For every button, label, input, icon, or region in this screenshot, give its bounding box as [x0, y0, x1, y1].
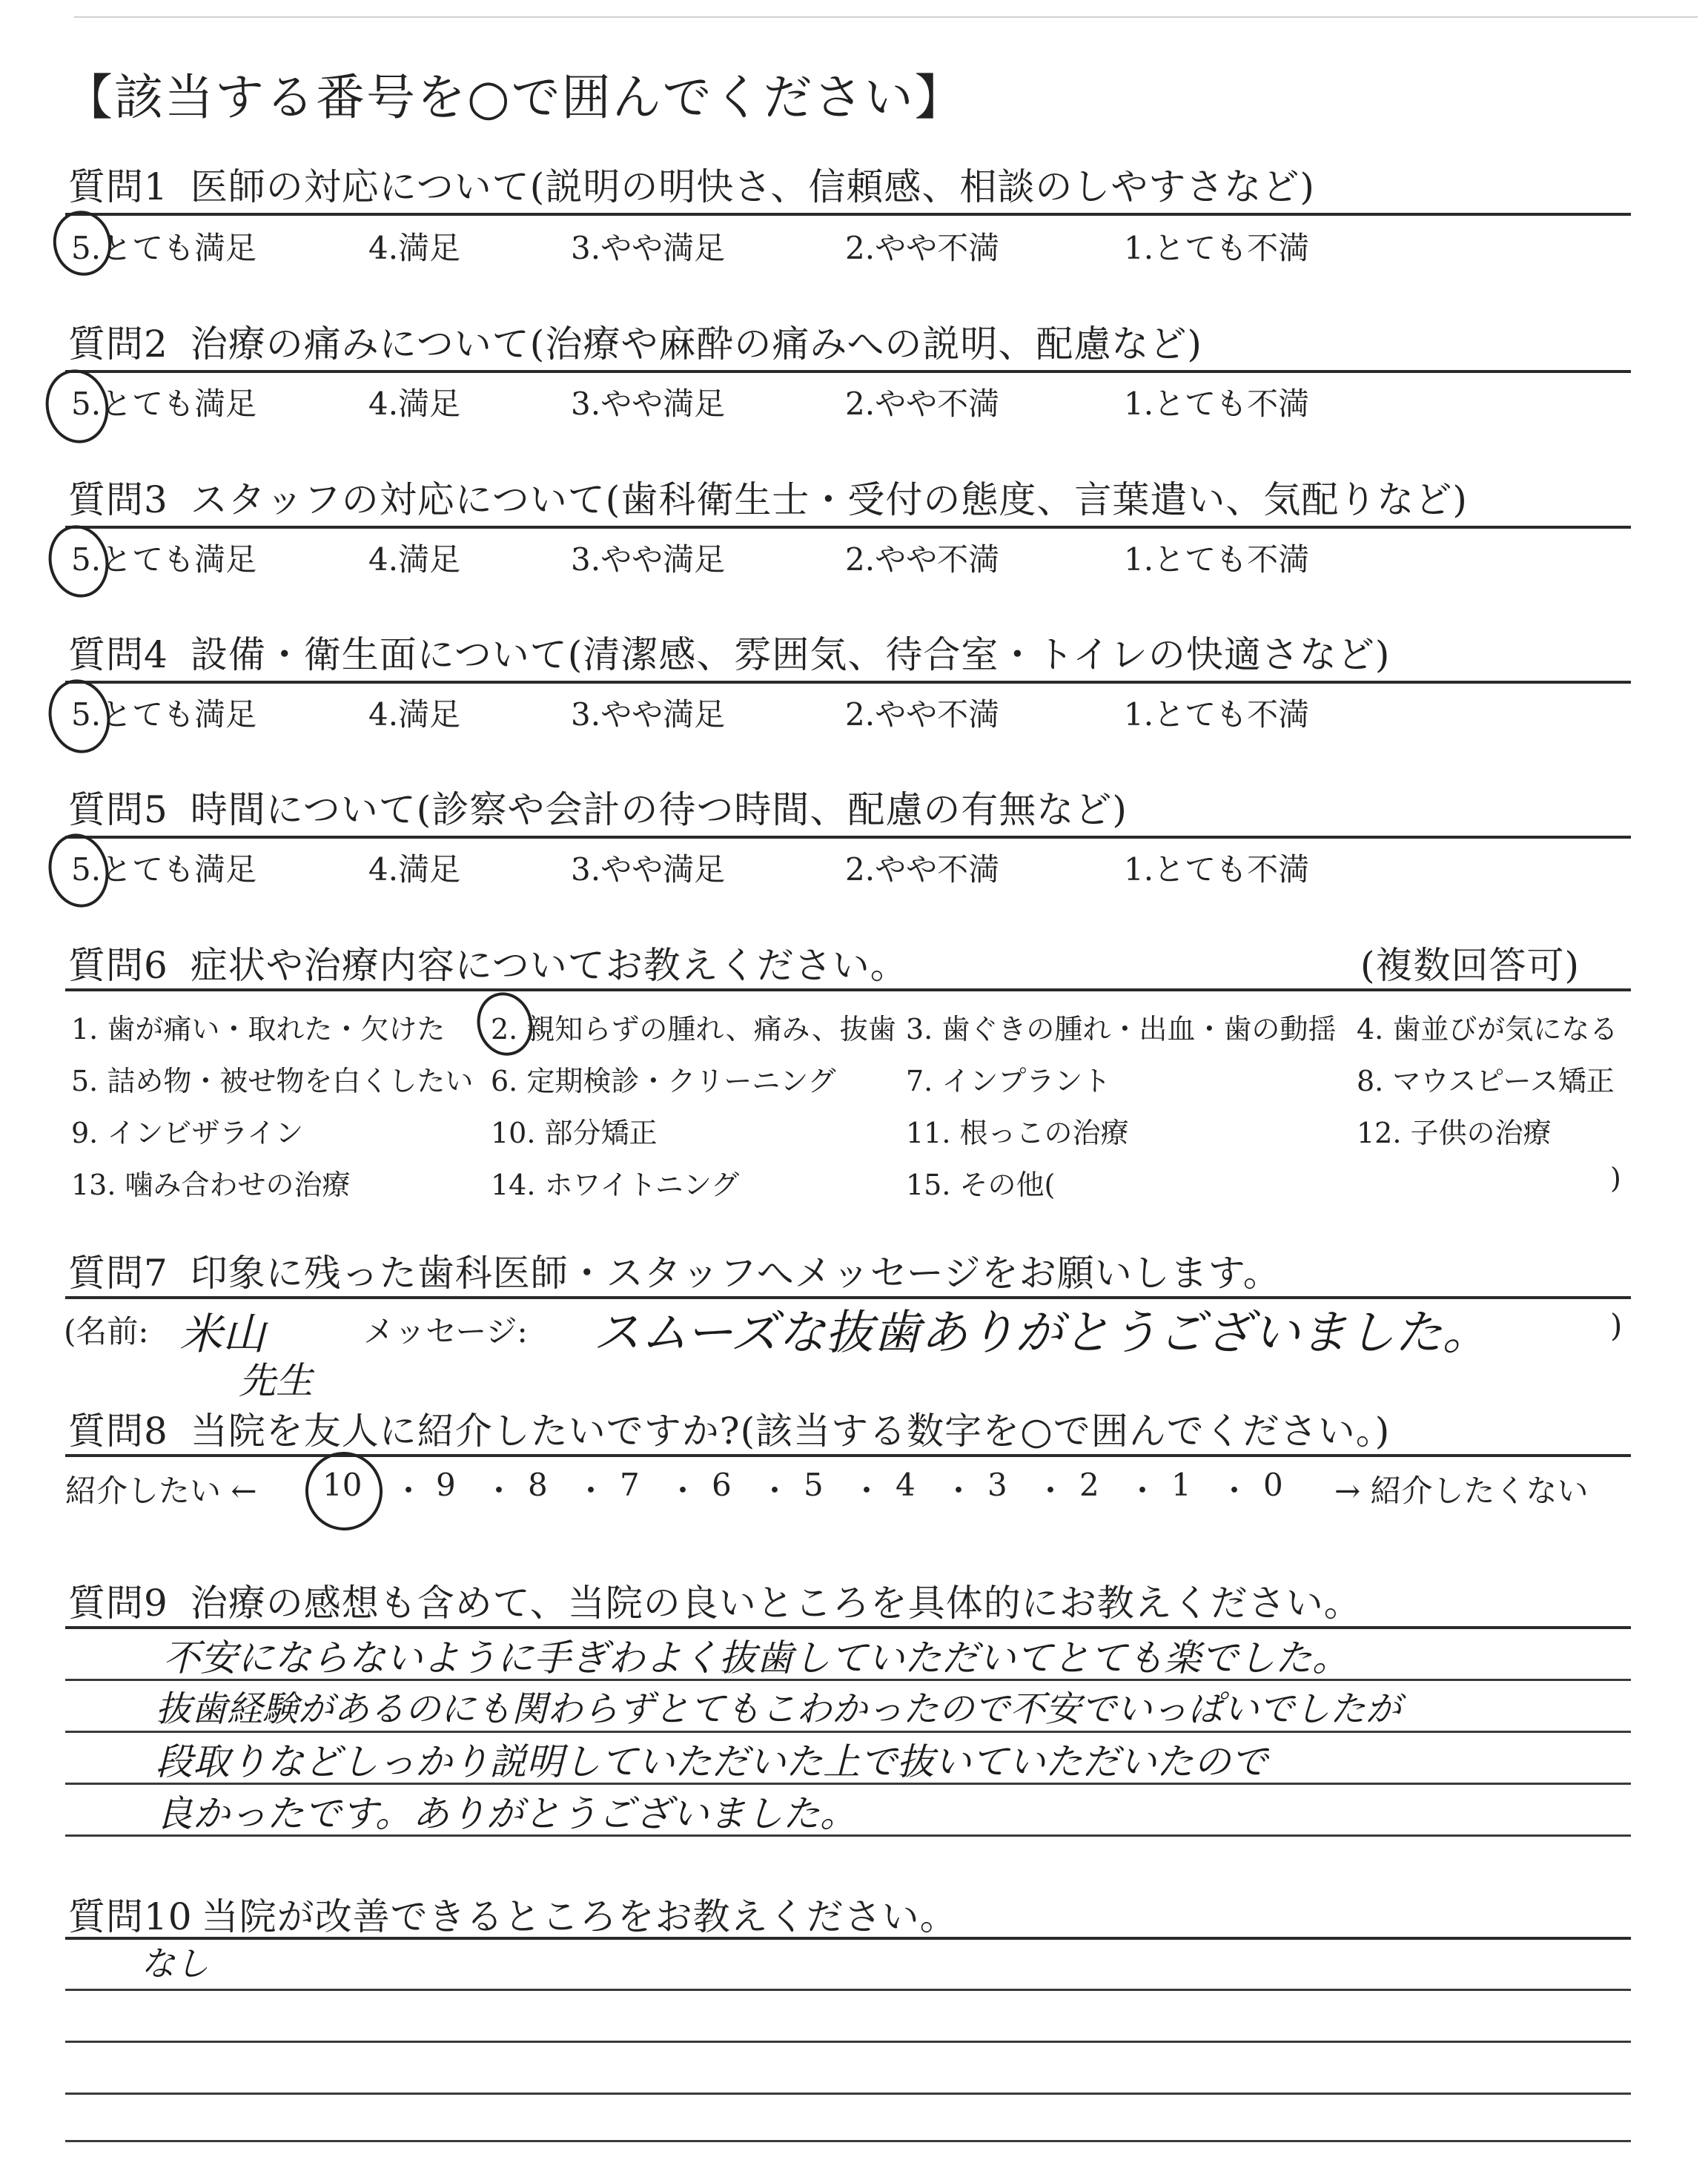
option-4[interactable]: 4.満足	[368, 386, 461, 422]
option-5[interactable]: 5.とても満足	[71, 386, 257, 422]
option-5[interactable]: 5.とても満足	[71, 230, 257, 266]
scale-6[interactable]: 6	[712, 1467, 732, 1503]
question-text: 設備・衛生面について(清潔感、雰囲気、待合室・トイレの快適さなど)	[190, 633, 1391, 676]
q6-option-9[interactable]: 9. インビザライン	[71, 1117, 304, 1149]
handwritten-answer-line: 不安にならないように手ぎわよく抜歯していただいてとても楽でした。	[163, 1636, 1349, 1680]
q6-option-3[interactable]: 3. 歯ぐきの腫れ・出血・歯の動揺	[906, 1013, 1337, 1046]
question-rule	[65, 1937, 1631, 1940]
q6-option-14[interactable]: 14. ホワイトニング	[491, 1169, 740, 1201]
option-2[interactable]: 2.やや不満	[845, 230, 1000, 266]
scale-9[interactable]: 9	[436, 1467, 456, 1503]
question-heading	[68, 1887, 958, 1941]
question-number: 質問4	[68, 633, 168, 676]
scale-dot: ・	[1127, 1473, 1159, 1509]
question-rule	[65, 681, 1631, 684]
option-2[interactable]: 2.やや不満	[845, 386, 1000, 422]
scale-5[interactable]: 5	[804, 1467, 824, 1503]
question-text: 治療の痛みについて(治療や麻酔の痛みへの説明、配慮など)	[190, 323, 1202, 366]
option-3[interactable]: 3.やや満足	[571, 851, 726, 888]
question-text: 当院が改善できるところをお教えください。	[201, 1895, 958, 1938]
scale-dot: ・	[851, 1473, 883, 1509]
answer-line	[65, 1989, 1631, 1991]
answer-line	[65, 2140, 1631, 2142]
answer-circle	[42, 520, 116, 603]
answer-circle	[42, 828, 115, 913]
question-text: 当院を友人に紹介したいですか?(該当する数字を○で囲んでください。)	[190, 1410, 1391, 1453]
option-3[interactable]: 3.やや満足	[571, 696, 726, 733]
handwritten-answer: なし	[141, 1943, 209, 1984]
question-heading	[68, 470, 1468, 524]
question-rule	[65, 526, 1631, 529]
question-number: 質問9	[68, 1582, 168, 1625]
scale-4[interactable]: 4	[896, 1467, 916, 1503]
handwritten-answer-line: 良かったです。ありがとうございました。	[156, 1792, 857, 1835]
option-3[interactable]: 3.やや満足	[571, 541, 726, 578]
q6-option-6[interactable]: 6. 定期検診・クリーニング	[491, 1065, 836, 1097]
handwritten-answer-line: 段取りなどしっかり説明していただいた上で抜いていただいたので	[156, 1740, 1268, 1783]
handwritten-name: 米山	[179, 1309, 266, 1359]
option-4[interactable]: 4.満足	[368, 851, 461, 888]
message-label: メッセージ:	[363, 1313, 528, 1350]
q6-option-4[interactable]: 4. 歯並びが気になる	[1357, 1013, 1618, 1046]
q6-option-1[interactable]: 1. 歯が痛い・取れた・欠けた	[71, 1013, 446, 1046]
question-heading	[68, 1244, 1281, 1297]
scale-dot: ・	[483, 1473, 515, 1509]
option-2[interactable]: 2.やや不満	[845, 851, 1000, 888]
scale-dot: ・	[575, 1473, 607, 1509]
option-5[interactable]: 5.とても満足	[71, 696, 257, 733]
option-3[interactable]: 3.やや満足	[571, 230, 726, 266]
message-close-paren: )	[1610, 1307, 1623, 1344]
question-number: 質問2	[68, 323, 168, 366]
recommend-right-label: → 紹介したくない	[1334, 1473, 1589, 1509]
question-rule	[65, 213, 1631, 216]
option-5[interactable]: 5.とても満足	[71, 541, 257, 578]
handwritten-message: スムーズな抜歯ありがとうございました。	[593, 1306, 1490, 1361]
option-1[interactable]: 1.とても不満	[1124, 230, 1310, 266]
answer-circle	[39, 363, 116, 449]
option-2[interactable]: 2.やや不満	[845, 541, 1000, 578]
question-heading	[68, 314, 1202, 368]
scale-dot: ・	[667, 1473, 699, 1509]
question-number: 質問3	[68, 478, 168, 521]
question-rule	[65, 988, 1631, 991]
name-label: (名前:	[64, 1313, 149, 1350]
q6-other-close-paren: )	[1610, 1162, 1621, 1195]
question-rule	[65, 1454, 1631, 1457]
question-number: 質問8	[68, 1410, 168, 1453]
scale-8[interactable]: 8	[528, 1467, 548, 1503]
question-heading	[68, 1573, 1362, 1627]
q6-option-2[interactable]: 2. 親知らずの腫れ、痛み、抜歯	[491, 1013, 896, 1046]
page-top-edge	[74, 16, 1698, 18]
question-number: 質問7	[68, 1252, 168, 1295]
q6-option-15[interactable]: 15. その他(	[906, 1169, 1056, 1201]
q6-option-5[interactable]: 5. 詰め物・被せ物を白くしたい	[71, 1065, 474, 1097]
form-title: 【該当する番号を○で囲んでください】	[64, 69, 965, 126]
handwritten-answer-line: 抜歯経験があるのにも関わらずとてもこわかったので不安でいっぱいでしたが	[156, 1688, 1402, 1730]
scale-1[interactable]: 1	[1171, 1467, 1191, 1503]
option-1[interactable]: 1.とても不満	[1124, 541, 1310, 578]
scale-2[interactable]: 2	[1079, 1467, 1099, 1503]
scale-dot: ・	[1035, 1473, 1067, 1509]
question-number: 質問1	[68, 165, 168, 208]
scale-3[interactable]: 3	[987, 1467, 1007, 1503]
q6-option-8[interactable]: 8. マウスピース矯正	[1357, 1065, 1615, 1097]
question-heading	[68, 780, 1128, 833]
scale-dot: ・	[943, 1473, 975, 1509]
question-heading	[68, 1401, 1390, 1455]
handwritten-name-suffix: 先生	[239, 1359, 313, 1402]
scale-10[interactable]: 10	[322, 1467, 363, 1503]
answer-circle	[470, 986, 540, 1062]
q6-option-13[interactable]: 13. 噛み合わせの治療	[71, 1169, 351, 1201]
recommend-left-label: 紹介したい ←	[65, 1473, 257, 1509]
q6-option-11[interactable]: 11. 根っこの治療	[906, 1117, 1129, 1149]
question-number: 質問5	[68, 788, 168, 831]
option-4[interactable]: 4.満足	[368, 230, 461, 266]
question-text: 時間について(診察や会計の待つ時間、配慮の有無など)	[190, 788, 1128, 831]
scale-dot: ・	[1219, 1473, 1251, 1509]
answer-line	[65, 2093, 1631, 2095]
question-heading	[68, 157, 1315, 211]
option-4[interactable]: 4.満足	[368, 541, 461, 578]
question-rule	[65, 836, 1631, 839]
question-text: 医師の対応について(説明の明快さ、信頼感、相談のしやすさなど)	[190, 165, 1315, 208]
scale-dot: ・	[759, 1473, 791, 1509]
answer-circle	[42, 674, 117, 759]
option-4[interactable]: 4.満足	[368, 696, 461, 733]
question-text: スタッフの対応について(歯科衛生士・受付の態度、言葉遣い、気配りなど)	[190, 478, 1468, 521]
question-text: 印象に残った歯科医師・スタッフへメッセージをお願いします。	[190, 1252, 1281, 1295]
option-1[interactable]: 1.とても不満	[1124, 696, 1310, 733]
question-heading	[68, 625, 1390, 678]
option-3[interactable]: 3.やや満足	[571, 386, 726, 422]
q6-option-7[interactable]: 7. インプラント	[906, 1065, 1111, 1097]
option-1[interactable]: 1.とても不満	[1124, 851, 1310, 888]
option-2[interactable]: 2.やや不満	[845, 696, 1000, 733]
multiple-answer-note: (複数回答可)	[1360, 944, 1580, 987]
question-number: 質問6	[68, 944, 168, 987]
answer-line	[65, 2041, 1631, 2043]
question-text: 症状や治療内容についてお教えください。	[190, 944, 908, 987]
question-number: 質問10	[68, 1895, 193, 1938]
question-rule	[65, 370, 1631, 373]
scale-0[interactable]: 0	[1263, 1467, 1283, 1503]
scale-7[interactable]: 7	[620, 1467, 640, 1503]
question-text: 治療の感想も含めて、当院の良いところを具体的にお教えください。	[190, 1582, 1362, 1625]
answer-circle	[47, 205, 118, 281]
answer-circle	[299, 1446, 389, 1536]
q6-option-10[interactable]: 10. 部分矯正	[491, 1117, 658, 1149]
scale-dot: ・	[393, 1473, 425, 1509]
option-1[interactable]: 1.とても不満	[1124, 386, 1310, 422]
option-5[interactable]: 5.とても満足	[71, 851, 257, 888]
q6-option-12[interactable]: 12. 子供の治療	[1357, 1117, 1552, 1149]
question-heading	[68, 936, 908, 989]
